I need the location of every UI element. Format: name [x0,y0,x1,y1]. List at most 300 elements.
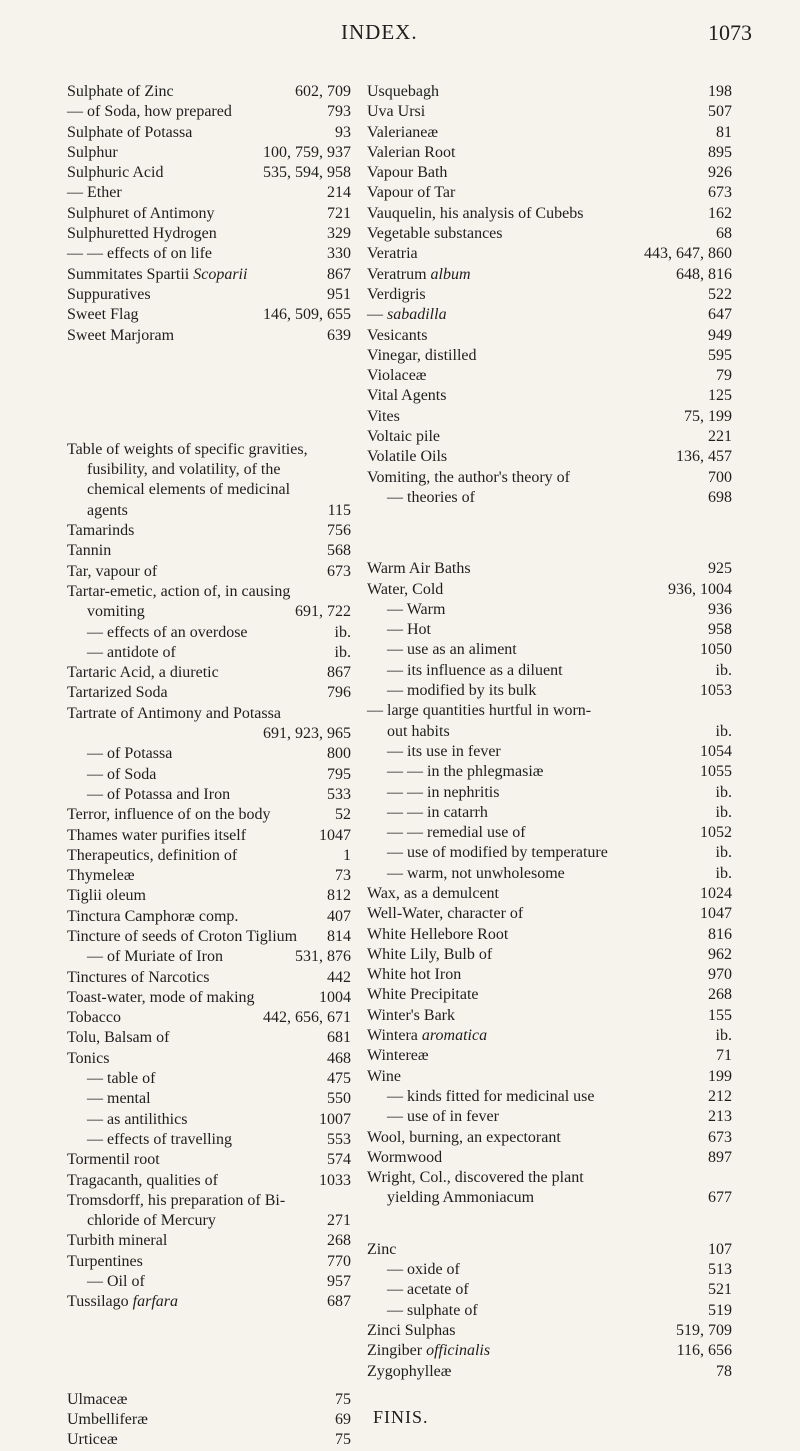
index-entry: Verdigris 522 [367,285,732,303]
entry-term: Vital Agents [367,387,447,405]
entry-pages: 75 [335,1390,351,1408]
index-entry [367,204,732,224]
index-entry [367,468,732,488]
index-entry [67,305,351,325]
entry-pages: 535, 594, 958 [263,164,351,182]
entry-pages: 407 [327,907,351,925]
index-entry [67,866,351,886]
entry-term: — use of modified by temperature [387,844,608,862]
entry-pages: 970 [708,966,732,984]
index-entry [67,1390,351,1410]
entry-pages: 962 [708,945,732,963]
entry-term: — its influence as a diluent [387,661,563,679]
entry-term: Wax, as a demulcent [367,884,499,902]
index-entry [367,1321,732,1341]
entry-term: — oxide of [387,1261,460,1279]
entry-pages: 553 [327,1130,351,1148]
entry-pages: 926 [708,164,732,182]
entry-pages: 212 [708,1087,732,1105]
index-entry-multiline: Tartar-emetic, action of, in causing vomiting 691, 722 [67,582,351,621]
entry-term: Ulmaceæ [67,1390,128,1408]
index-entry [367,1148,732,1168]
index-entry [67,1150,351,1170]
index-entry [367,102,732,122]
entry-term: — antidote of [87,643,176,661]
entry-pages: 521 [708,1281,732,1299]
entry-pages: 531, 876 [295,948,351,966]
entry-term: Violaceæ [367,367,427,385]
index-entry [367,620,732,640]
entry-term: Vesicants [367,326,428,344]
entry-term: Urticeæ [67,1431,118,1449]
entry-pages: 814 [327,927,351,945]
entry-term: — of Potassa [87,745,173,763]
index-entry [367,1046,732,1066]
entry-term: Umbelliferæ [67,1410,148,1428]
entry-term: Zinc [367,1240,397,1258]
index-entry [367,1301,732,1321]
index-entry [367,742,732,762]
entry-pages: 756 [327,522,351,540]
entry-term: — warm, not unwholesome [387,864,565,882]
entry-pages: 681 [327,1029,351,1047]
entry-term: — theories of [387,488,475,506]
entry-pages: 146, 509, 655 [263,306,351,324]
entry-pages: 69 [335,1410,351,1428]
entry-pages: 125 [708,387,732,405]
entry-pages: 568 [327,542,351,560]
entry-term: — — in nephritis [387,783,500,801]
entry-pages: 199 [708,1067,732,1085]
entry-term: Suppuratives [67,285,151,303]
entry-pages: 71 [716,1047,732,1065]
entry-term: Valerianeæ [367,123,439,141]
index-entry [67,1130,351,1150]
index-entry [67,244,351,264]
entry-pages: 79 [716,367,732,385]
entry-term: Tamarinds [67,522,135,540]
entry-pages: 550 [327,1090,351,1108]
entry-term: Voltaic pile [367,428,441,446]
index-entry [367,488,732,508]
entry-term: Valerian Root [367,143,456,161]
index-entry [67,1110,351,1130]
index-entry: Zygophylleæ 78 [367,1362,732,1380]
entry-pages: 162 [708,204,732,222]
index-entry [67,541,351,561]
index-entry [67,1069,351,1089]
entry-pages: 1 [343,846,351,864]
entry-pages: 1033 [319,1171,351,1189]
left-column [67,82,351,1451]
entry-term: — effects of an overdose [87,623,248,641]
entry-term: — — in the phlegmasiæ [387,763,544,781]
entry-pages: 75, 199 [684,407,732,425]
finis-label: FINIS. [373,1407,429,1427]
entry-term: — mental [87,1090,151,1108]
entry-pages: ib. [715,661,732,679]
entry-term: Tartarized Soda [67,684,168,702]
entry-pages: 52 [335,806,351,824]
index-entry [67,968,351,988]
index-entry [67,683,351,703]
entry-pages: ib. [715,844,732,862]
index-entry [67,183,351,203]
entry-term: Water, Cold [367,580,444,598]
entry-pages: 793 [327,103,351,121]
index-entry [67,826,351,846]
index-entry [67,326,351,346]
entry-pages: 1053 [700,682,732,700]
index-entry [67,1252,351,1272]
entry-pages: 698 [708,488,732,506]
entry-pages: 93 [335,123,351,141]
entry-term: White Hellebore Root [367,925,509,943]
entry-pages: 1055 [700,763,732,781]
entry-pages: 68 [716,225,732,243]
right-column [367,82,732,1382]
entry-term: — acetate of [387,1281,469,1299]
entry-term: — use as an aliment [387,641,517,659]
entry-pages: ib. [715,864,732,882]
entry-term: — use of in fever [387,1108,499,1126]
entry-term: Sulphuretted Hydrogen [67,225,217,243]
entry-pages: 1024 [700,884,732,902]
entry-term: Vapour Bath [367,164,448,182]
entry-term: Tinctura Camphoræ comp. [67,907,239,925]
index-entry-multiline: — large quantities hurtful in worn- out habits ib. [367,702,732,740]
entry-term: — kinds fitted for medicinal use [387,1087,595,1105]
index-entry [67,907,351,927]
entry-pages: 100, 759, 937 [263,143,351,161]
index-entry [67,663,351,683]
entry-pages: 602, 709 [295,83,351,100]
entry-term: Volatile Oils [367,448,448,466]
entry-term: Zinci Sulphas [367,1321,456,1339]
index-entry [367,1087,732,1107]
index-entry [67,82,351,102]
index-entry [367,985,732,1005]
entry-term: Tragacanth, qualities of [67,1171,218,1189]
index-entry [367,823,732,843]
entry-term: — Warm [387,600,446,618]
entry-pages: 936 [708,600,732,618]
entry-term: Sulphuret of Antimony [67,204,215,222]
index-entry [67,927,351,947]
entry-term: Sulphur [67,143,118,161]
index-entry [367,1240,732,1260]
entry-pages: 925 [708,560,732,578]
index-entry [367,407,732,427]
entry-pages: 1050 [700,641,732,659]
entry-term: — of Muriate of Iron [87,948,223,966]
index-entry [67,947,351,967]
entry-pages: 1052 [700,824,732,842]
index-entry [367,904,732,924]
entry-pages: 721 [327,204,351,222]
entry-term: Usquebagh [367,83,439,100]
entry-pages: 81 [716,123,732,141]
entry-pages: 442, 656, 671 [263,1009,351,1027]
index-entry [367,965,732,985]
entry-pages: 442 [327,968,351,986]
entry-term: Vegetable substances [367,225,503,243]
entry-term: Tolu, Balsam of [67,1029,170,1047]
index-entry [67,1028,351,1048]
index-entry: Zingiber officinalis 116, 656 [367,1342,732,1360]
entry-pages: 513 [708,1261,732,1279]
index-entry [67,224,351,244]
index-entry [367,366,732,386]
entry-pages: 958 [708,621,732,639]
entry-pages: 795 [327,765,351,783]
entry-pages: 1007 [319,1110,351,1128]
entry-term: Uva Ursi [367,103,426,121]
entry-pages: 673 [327,562,351,580]
entry-term: Vauquelin, his analysis of Cubebs [367,204,584,222]
entry-term: Tannin [67,542,112,560]
index-entry [67,1089,351,1109]
index-entry [67,765,351,785]
index-entry [67,143,351,163]
entry-pages: 1004 [319,988,351,1006]
index-entry [67,521,351,541]
index-entry [367,1107,732,1127]
index-entry [367,864,732,884]
entry-pages: 198 [708,83,732,100]
entry-pages: 673 [708,1128,732,1146]
entry-term: Thames water purifies itself [67,826,247,844]
entry-pages: 155 [708,1006,732,1024]
page-title: INDEX. [341,20,418,44]
index-entry [367,1280,732,1300]
entry-pages: 475 [327,1070,351,1088]
index-entry [67,785,351,805]
index-entry [367,600,732,620]
index-entry: Summitates Spartii Scoparii 867 [67,265,351,283]
entry-pages: ib. [715,783,732,801]
index-entry [367,244,732,264]
entry-term: — Ether [67,184,122,202]
entry-pages: 1047 [700,905,732,923]
index-entry [367,945,732,965]
index-entry [67,285,351,305]
entry-term: Vites [367,407,400,425]
entry-term: Tiglii oleum [67,887,146,905]
entry-term: — its use in fever [387,742,501,760]
entry-term: Sulphuric Acid [67,164,164,182]
entry-term: Terror, influence of on the body [67,806,271,824]
entry-term: Tinctures of Narcotics [67,968,210,986]
index-entry [67,744,351,764]
entry-term: Therapeutics, definition of [67,846,238,864]
index-entry [367,1128,732,1148]
page-header [0,20,800,54]
index-entry [67,163,351,183]
entry-term: Thymeleæ [67,867,135,885]
entry-pages: 533 [327,785,351,803]
entry-term: Wormwood [367,1148,443,1166]
entry-pages: 507 [708,103,732,121]
index-entry-multiline: Tartrate of Antimony and Potassa 691, 923, 965 [67,704,351,743]
entry-pages: 639 [327,326,351,344]
index-entry [367,447,732,467]
entry-pages: 519, 709 [676,1321,732,1339]
entry-pages: 75 [335,1431,351,1449]
entry-pages: ib. [715,803,732,821]
entry-term: Sulphate of Zinc [67,83,174,100]
index-entry-multiline: Table of weights of specific gravities, fusibility, and volatility, of the chemical elements of medicinal agents 115 [67,440,351,519]
index-entry: Veratrum album 648, 816 [367,265,732,283]
entry-pages: 800 [327,745,351,763]
entry-term: — effects of travelling [87,1130,232,1148]
entry-term: — of Soda [87,765,157,783]
entry-pages: ib. [334,643,351,661]
entry-pages: 107 [708,1240,732,1258]
index-entry [67,123,351,143]
index-entry [67,562,351,582]
entry-term: — of Soda, how prepared [67,103,232,121]
index-entry [67,1430,351,1450]
entry-term: Sweet Flag [67,306,139,324]
entry-term: Sweet Marjoram [67,326,175,344]
entry-pages: 330 [327,245,351,263]
index-entry [367,681,732,701]
entry-term: Tormentil root [67,1151,160,1169]
entry-term: — as antilithics [87,1110,188,1128]
index-entry [367,1006,732,1026]
entry-pages: 770 [327,1252,351,1270]
index-entry [67,846,351,866]
index-entry [367,386,732,406]
index-entry [367,783,732,803]
entry-pages: 468 [327,1049,351,1067]
entry-term: Toast-water, mode of making [67,988,255,1006]
entry-term: — sulphate of [387,1301,478,1319]
index-entry [367,346,732,366]
page-number: 1073 [708,20,752,45]
entry-term: — of Potassa and Iron [87,785,231,803]
index-entry: — sabadilla 647 [367,306,732,324]
index-entry [67,805,351,825]
entry-term: Wintereæ [367,1047,429,1065]
entry-term: Winter's Bark [367,1006,455,1024]
entry-term: Warm Air Baths [367,560,471,578]
entry-term: Wool, burning, an expectorant [367,1128,561,1146]
entry-pages: 812 [327,887,351,905]
entry-term: Well-Water, character of [367,905,524,923]
entry-pages: 957 [327,1273,351,1291]
index-entry [67,1008,351,1028]
entry-pages: 1054 [700,742,732,760]
entry-term: Tartaric Acid, a diuretic [67,664,219,682]
entry-pages: 268 [708,986,732,1004]
index-entry [367,925,732,945]
index-entry [367,762,732,782]
index-entry [367,1067,732,1087]
entry-term: Veratria [367,245,418,263]
entry-pages: 519 [708,1301,732,1319]
index-entry [67,886,351,906]
entry-pages: 816 [708,925,732,943]
entry-term: White Precipitate [367,986,479,1004]
entry-pages: 867 [327,664,351,682]
entry-term: — — effects of on life [67,245,212,263]
entry-pages: 221 [708,428,732,446]
entry-pages: 136, 457 [676,448,732,466]
index-entry [367,183,732,203]
index-entry [367,123,732,143]
entry-pages: 949 [708,326,732,344]
entry-term: — table of [87,1070,156,1088]
index-entry [367,427,732,447]
index-entry [367,640,732,660]
index-entry [367,803,732,823]
index-entry [367,843,732,863]
index-entry [367,326,732,346]
entry-pages: 213 [708,1108,732,1126]
entry-term: — Hot [387,621,431,639]
entry-pages: 1047 [319,826,351,844]
index-entry [67,643,351,663]
index-entry [367,580,732,600]
index-entry [67,1272,351,1292]
index-entry [367,661,732,681]
index-entry [67,102,351,122]
index-entry [67,1231,351,1251]
entry-pages: 936, 1004 [668,580,732,598]
index-entry: Tussilago farfara 687 [67,1293,351,1311]
entry-term: Turbith mineral [67,1232,168,1250]
index-entry [367,559,732,579]
index-entry [367,1260,732,1280]
entry-term: White Lily, Bulb of [367,945,493,963]
index-entry [67,988,351,1008]
index-entry: Wintera aromatica ib. [367,1027,732,1045]
entry-term: Tar, vapour of [67,562,158,580]
entry-pages: 796 [327,684,351,702]
index-entry [367,224,732,244]
entry-term: Wine [367,1067,402,1085]
index-entry [67,204,351,224]
entry-term: Tincture of seeds of Croton Tiglium [67,927,298,945]
entry-term: Vomiting, the author's theory of [367,468,571,486]
entry-pages: 574 [327,1151,351,1169]
entry-pages: 73 [335,867,351,885]
entry-pages: 214 [327,184,351,202]
index-entry-multiline: Wright, Col., discovered the plant yielding Ammoniacum 677 [367,1169,732,1207]
index-entry-multiline: Tromsdorff, his preparation of Bi- chloride of Mercury 271 [67,1191,351,1230]
entry-pages: 595 [708,346,732,364]
entry-term: — — remedial use of [387,824,526,842]
entry-pages: 895 [708,143,732,161]
index-entry [67,623,351,643]
entry-pages: 951 [327,285,351,303]
entry-term: White hot Iron [367,966,462,984]
entry-pages: 897 [708,1148,732,1166]
index-entry [367,143,732,163]
entry-pages: 443, 647, 860 [644,245,732,263]
entry-term: Tonics [67,1049,110,1067]
entry-term: — modified by its bulk [387,682,537,700]
index-entry [367,82,732,102]
entry-term: Vinegar, distilled [367,346,477,364]
entry-term: Turpentines [67,1252,143,1270]
entry-term: Tobacco [67,1009,121,1027]
index-entry [67,1049,351,1069]
entry-pages: 268 [327,1232,351,1250]
index-entry [367,163,732,183]
